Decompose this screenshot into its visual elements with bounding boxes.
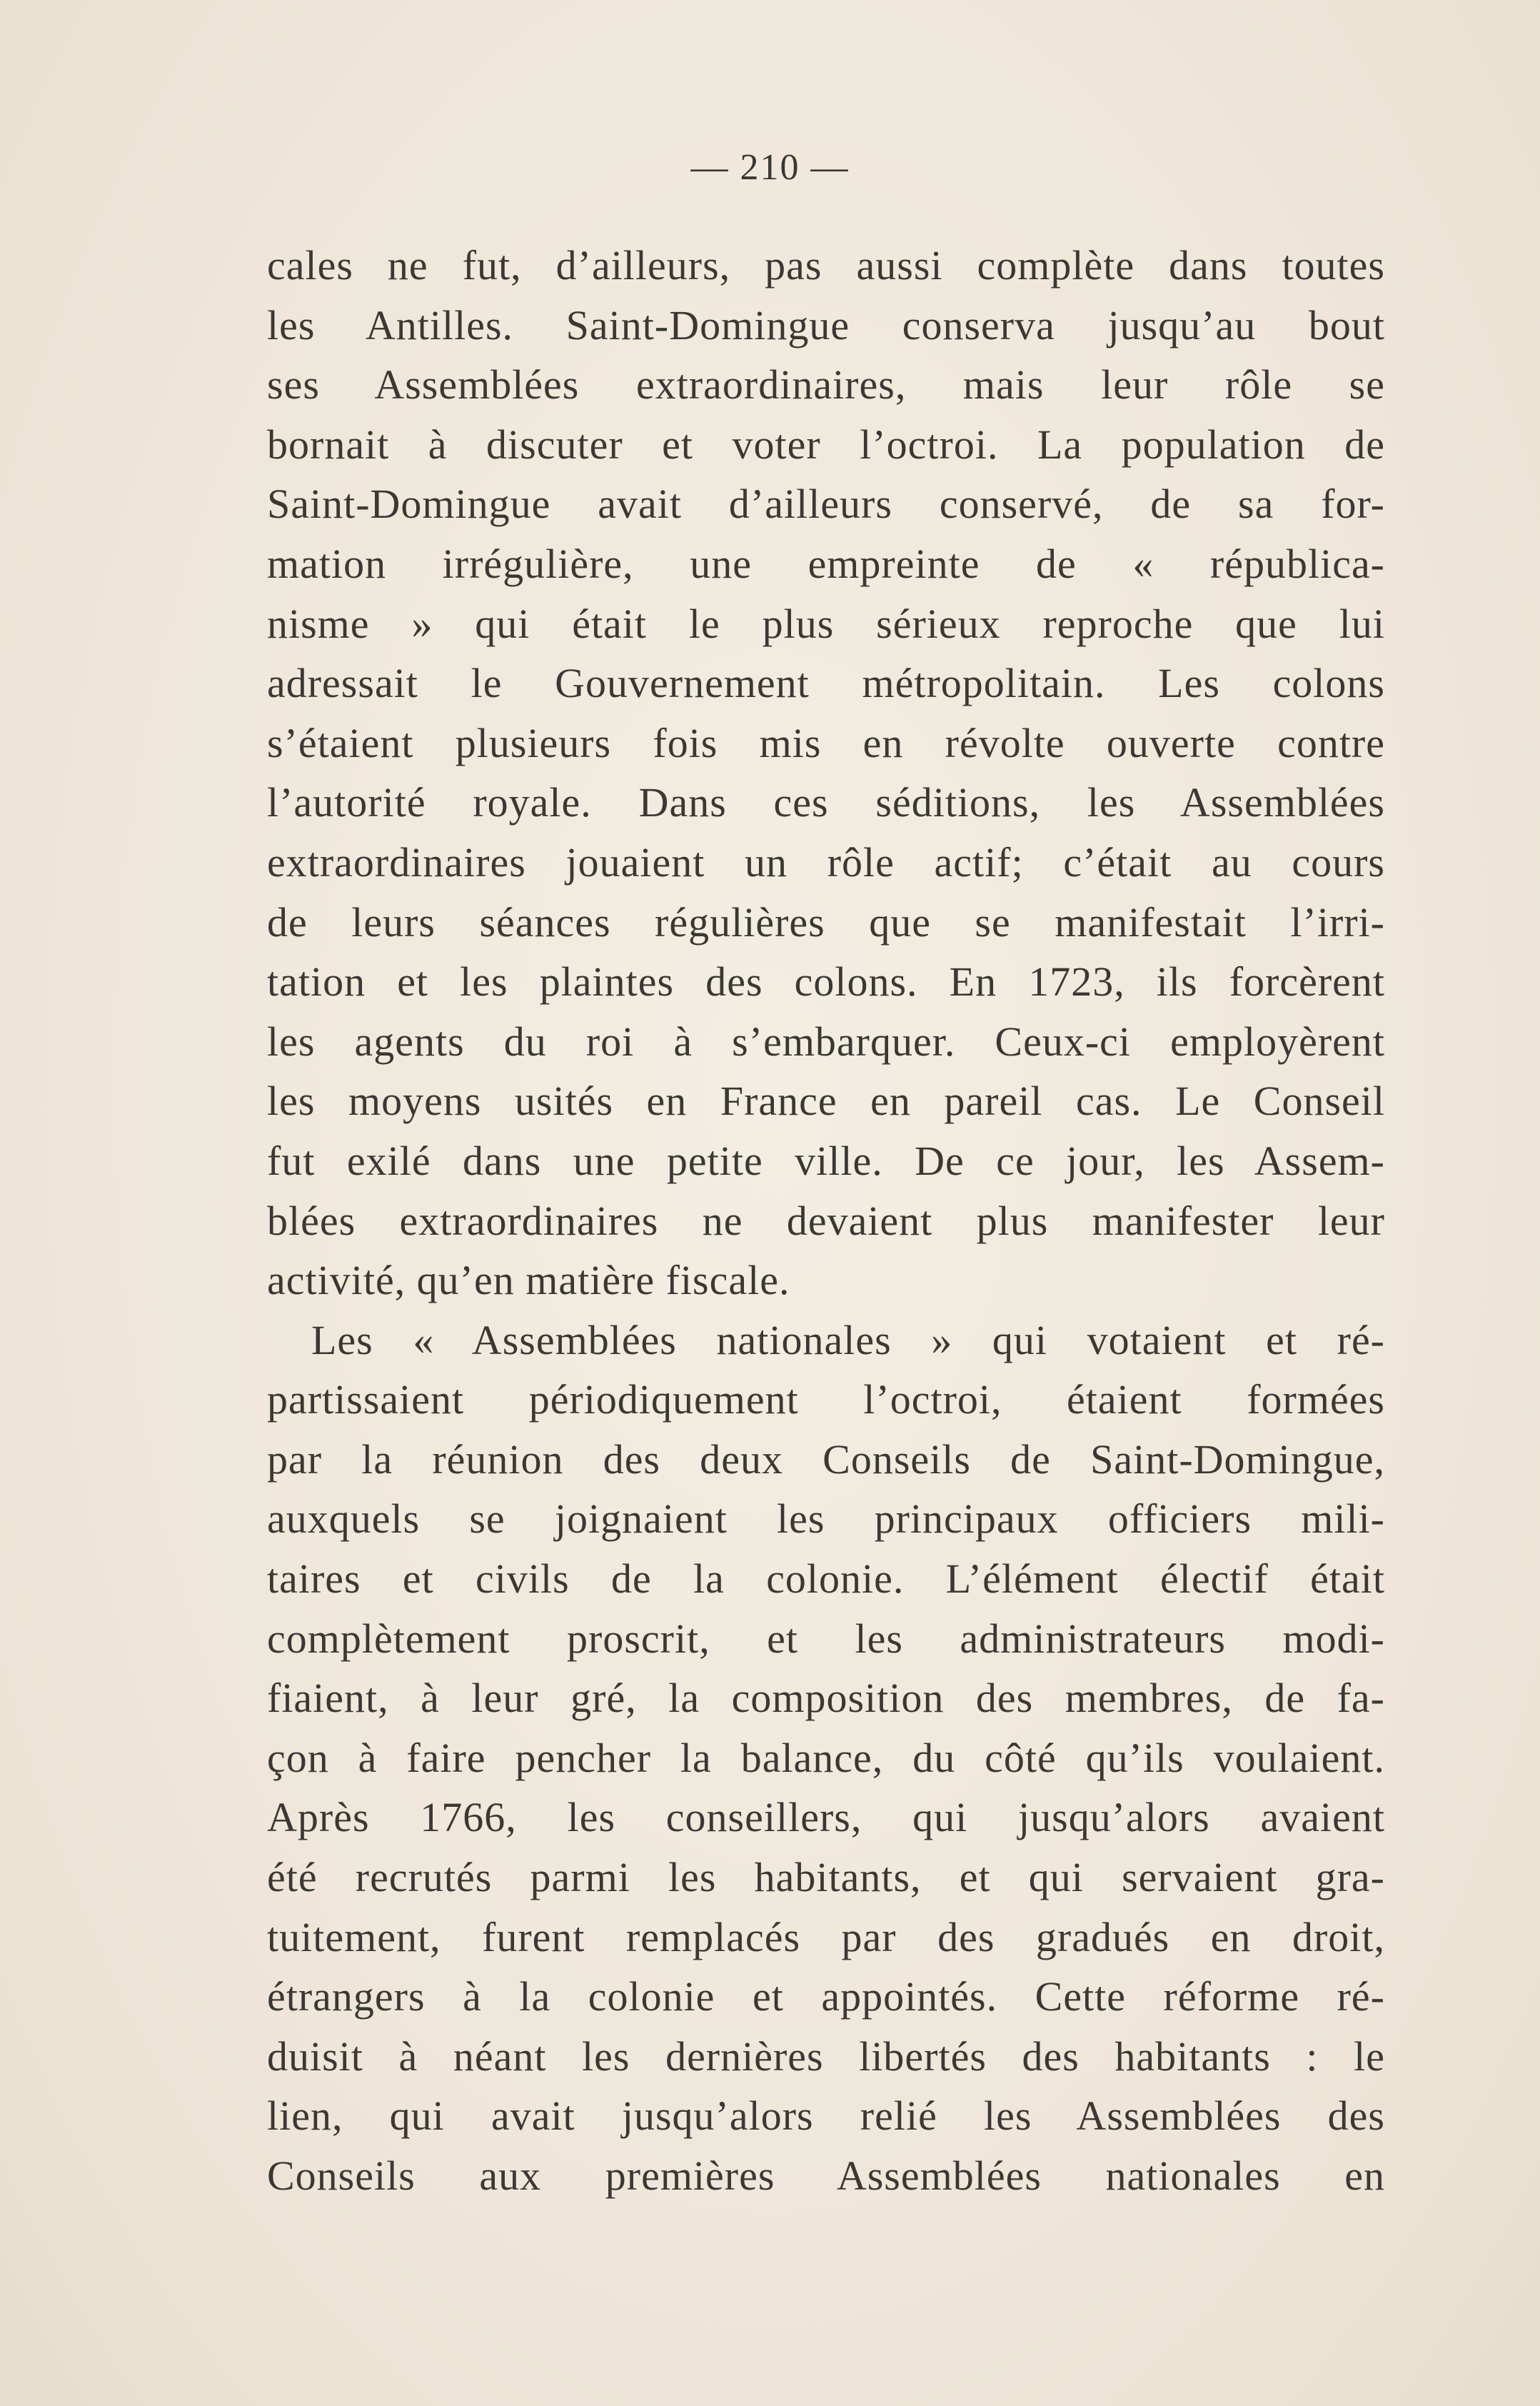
text-line: les Antilles. Saint-Domingue conserva jusqu’au bout [267,301,1385,349]
text-line: fut exilé dans une petite ville. De ce jour, les Assem- [267,1137,1385,1184]
text-line: cales ne fut, d’ailleurs, pas aussi complète dans toutes [267,242,1385,289]
text-line: tuitement, furent remplacés par des gradués en droit, [267,1913,1385,1960]
body-text [267,236,1385,2206]
text-line: taires et civils de la colonie. L’élément électif était [267,1555,1385,1603]
text-line: nisme » qui était le plus sérieux reproche que lui [267,600,1385,647]
text-line: s’étaient plusieurs fois mis en révolte ouverte contre [267,719,1385,766]
text-line: Saint-Domingue avait d’ailleurs conservé, de sa for- [267,481,1385,528]
text-line: fiaient, à leur gré, la composition des membres, de fa- [267,1675,1385,1722]
text-line: été recrutés parmi les habitants, et qui servaient gra- [267,1854,1385,1901]
text-line: par la réunion des deux Conseils de Saint-Domingue, [267,1435,1385,1483]
text-line: complètement proscrit, et les administrateurs modi- [267,1615,1385,1662]
text-line: blées extraordinaires ne devaient plus manifester leur [267,1197,1385,1244]
text-line: auxquels se joignaient les principaux officiers mili- [267,1495,1385,1543]
text-line: l’autorité royale. Dans ces séditions, les Assemblées [267,779,1385,826]
text-line: Conseils aux premières Assemblées nationales en [267,2152,1385,2199]
page-number: — 210 — [690,147,850,188]
text-line: ses Assemblées extraordinaires, mais leur rôle se [267,361,1385,408]
text-line: partissaient périodiquement l’octroi, étaient formées [267,1376,1385,1423]
text-line: çon à faire pencher la balance, du côté qu’ils voulaient. [267,1734,1385,1781]
text-line: tation et les plaintes des colons. En 1723, ils forcèrent [267,958,1385,1006]
text-line: bornait à discuter et voter l’octroi. La population de [267,421,1385,468]
text-line: les moyens usités en France en pareil cas. Le Conseil [267,1078,1385,1125]
text-line: de leurs séances régulières que se manifestait l’irri- [267,898,1385,946]
text-line: lien, qui avait jusqu’alors relié les Assemblées des [267,2092,1385,2140]
text-line: adressait le Gouvernement métropolitain. Les colons [267,660,1385,707]
text-line: extraordinaires jouaient un rôle actif; c’était au cours [267,838,1385,886]
text-line: étrangers à la colonie et appointés. Cette réforme ré- [267,1973,1385,2020]
text-line: mation irrégulière, une empreinte de « républica- [267,540,1385,587]
paragraph-end-line: activité, qu’en matière fiscale. [267,1257,790,1304]
text-line: Après 1766, les conseillers, qui jusqu’alors avaient [267,1794,1385,1841]
text-line: les agents du roi à s’embarquer. Ceux-ci employèrent [267,1018,1385,1065]
text-line: duisit à néant les dernières libertés des habitants : le [267,2032,1385,2080]
paragraph-start-line: Les « Assemblées nationales » qui votaient et ré- [311,1316,1385,1363]
